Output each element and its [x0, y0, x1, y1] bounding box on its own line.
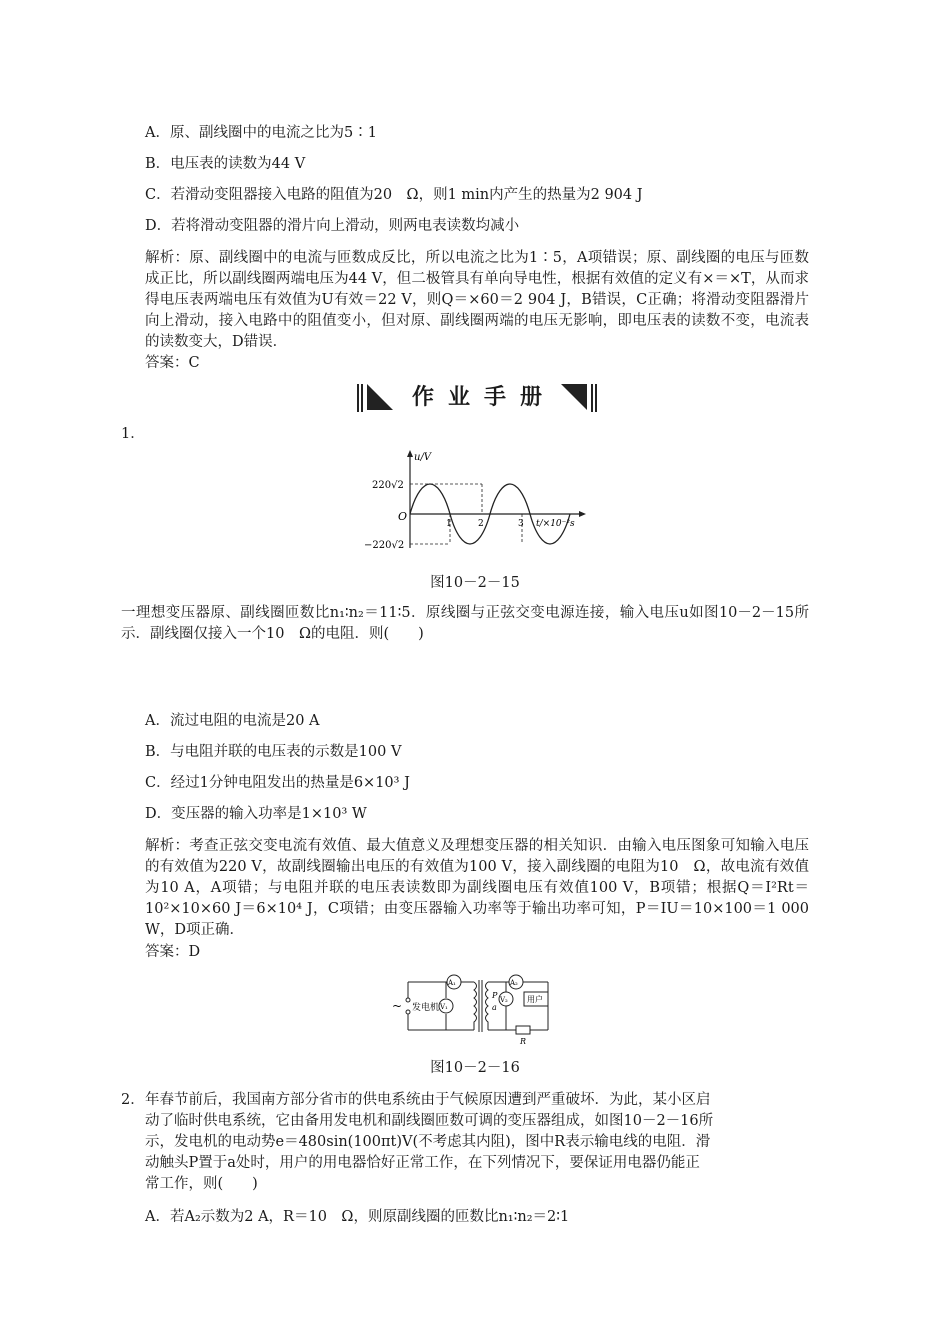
figure-caption-2: 图10－2－16	[430, 1060, 520, 1076]
primary-coil	[474, 982, 477, 1030]
resistor-r	[516, 1026, 530, 1034]
y-min-label: −220√2	[364, 540, 405, 551]
q2-stem-line-2: 动了临时供电系统，它由备用发电机和副线圈匝数可调的变压器组成，如图10－2－16所	[145, 1113, 714, 1129]
option-d: D．若将滑动变阻器的滑片向上滑动，则两电表读数均减小	[145, 218, 520, 234]
generator-label: 发电机	[412, 1003, 440, 1013]
q1-option-d: D．变压器的输入功率是1×10³ W	[145, 806, 367, 822]
q2-stem-line-4: 动触头P置于a处时，用户的用电器恰好正常工作，在下列情况下，要保证用电器仍能正	[145, 1155, 700, 1171]
svg-text:A₂: A₂	[510, 979, 518, 987]
figure-caption-1: 图10－2－15	[430, 575, 520, 591]
q1-option-a: A．流过电阻的电流是20 A	[145, 713, 320, 729]
x-tick-3: 3	[518, 519, 524, 529]
option-a: A．原、副线圈中的电流之比为5∶1	[145, 125, 377, 141]
svg-text:V₁: V₁	[440, 1003, 448, 1011]
q2-option-a: A．若A₂示数为2 A，R＝10 Ω，则原副线圈的匝数比n₁∶n₂＝2∶1	[145, 1209, 570, 1225]
source-label: ~	[392, 999, 403, 1013]
y-axis-arrow	[407, 450, 413, 457]
slider-a-label: a	[492, 1003, 497, 1012]
question-1-number: 1．	[121, 426, 145, 442]
slider-p-label: P	[492, 991, 498, 1000]
q2-stem-line-5: 常工作，则( )	[145, 1176, 258, 1192]
x-tick-2: 2	[478, 519, 484, 529]
q2-stem-line-1: 年春节前后，我国南方部分省市的供电系统由于气候原因遭到严重破坏．为此，某小区启	[145, 1092, 711, 1108]
question-1-stem: 一理想变压器原、副线圈匝数比n₁∶n₂＝11∶5．原线圈与正弦交变电源连接，输入电压u如图10－2－15所示．副线圈仅接入一个10 Ω的电阻．则( )	[121, 605, 809, 642]
svg-text:V₂: V₂	[500, 996, 508, 1004]
option-c: C．若滑动变阻器接入电路的阻值为20 Ω，则1 min内产生的热量为2 904 J	[145, 187, 643, 203]
origin-label: O	[398, 510, 408, 523]
q1-option-b: B．与电阻并联的电压表的示数是100 V	[145, 744, 402, 760]
x-axis-arrow	[579, 511, 586, 517]
q1-option-c: C．经过1分钟电阻发出的热量是6×10³ J	[145, 775, 410, 791]
q2-stem-line-3: 示，发电机的电动势e＝480sin(100πt)V(不考虑其内阻)，图中R表示输电线的电阻．滑	[145, 1134, 711, 1150]
user-label: 用户	[527, 995, 543, 1004]
q1-answer-text: 答案：D	[145, 944, 201, 960]
y-axis-label: u/V	[414, 452, 432, 463]
resistor-label: R	[520, 1037, 527, 1046]
answer-text: 答案：C	[145, 355, 200, 371]
x-axis-label: t/×10⁻²s	[536, 519, 575, 529]
y-max-label: 220√2	[372, 480, 404, 491]
q1-analysis-text: 解析：考查正弦交变电流有效值、最大值意义及理想变压器的相关知识．由输入电压图象可知输入电压的有效值为220 V，故副线圈输出电压的有效值为100 V，接入副线圈的电阻为10 Ω，故电流有效值为10 A，A项错；与电阻并联的电压表读数即为副线圈电压有效值100 V，B项错；根据Q＝I²Rt＝10²×10×60 J＝6×10⁴ J，C项错；由变压器输入功率等于输出功率可知，P＝IU＝10×100＝1 000 W，D项正确．	[145, 838, 809, 938]
section-banner	[357, 380, 597, 416]
secondary-coil	[486, 982, 489, 1030]
option-b: B．电压表的读数为44 V	[145, 156, 306, 172]
circuit-diagram	[388, 970, 560, 1048]
question-2-number: 2．	[121, 1092, 145, 1108]
banner-title: 作业手册	[411, 385, 556, 410]
voltage-graph	[360, 448, 590, 556]
analysis-text: 解析：原、副线圈中的电流与匝数成反比，所以电流之比为1∶5，A项错误；原、副线圈的电压与匝数成正比，所以副线圈两端电压为44 V，但二极管具有单向导电性，根据有效值的定义有×＝×T，从而求得电压表两端电压有效值为U有效＝22 V，则Q＝×60＝2 904 J，B错误，C正确；将滑动变阻器滑片向上滑动，接入电路中的阻值变小，但对原、副线圈两端的电压无影响，即电压表的读数不变，电流表的读数变大，D错误．	[145, 250, 809, 350]
x-tick-1: 1	[446, 519, 452, 529]
svg-text:A₁: A₁	[448, 979, 456, 987]
